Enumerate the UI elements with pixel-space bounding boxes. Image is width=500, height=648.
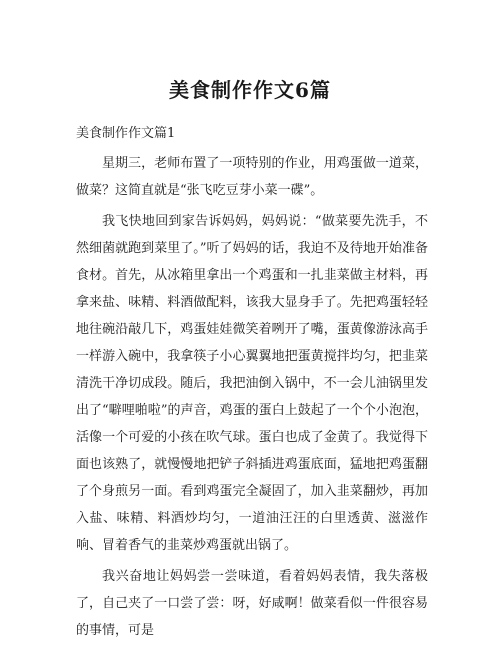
document-body (76, 124, 428, 648)
section-heading: 美食制作作文篇1 (76, 126, 176, 141)
paragraph: 星期三，老师布置了一项特别的作业，用鸡蛋做一道菜，做菜？这简直就是“张飞吃豆芽小菜一碟”。 (76, 156, 428, 198)
paragraph: 我兴奋地让妈妈尝一尝味道，看着妈妈表情，我失落极了，自己夹了一口尝了尝：呀，好咸啊！做菜看似一件很容易的事情，可是 (76, 569, 428, 638)
paragraph: 我飞快地回到家告诉妈妈，妈妈说：“做菜要先洗手，不然细菌就跑到菜里了。”听了妈妈的话，我迫不及待地开始准备食材。首先，从冰箱里拿出一个鸡蛋和一扎韭菜做主材料，再拿来盐、味精、料酒做配料，该我大显身手了。先把鸡蛋轻轻地往碗沿敲几下，鸡蛋娃娃微笑着咧开了嘴，蛋黄像游泳高手一样游入碗中，我拿筷子小心翼翼地把蛋黄搅拌均匀，把韭菜清洗干净切成段。随后，我把油倒入锅中，不一会儿油锅里发出了“噼哩啪啦”的声音，鸡蛋的蛋白上鼓起了一个个小泡泡，活像一个可爱的小孩在吹气球。蛋白也成了金黄了。我觉得下面也该熟了，就慢慢地把铲子斜插进鸡蛋底面，猛地把鸡蛋翻了个身煎另一面。看到鸡蛋完全凝固了，加入韭菜翻炒，再加入盐、味精、料酒炒均匀，一道油汪汪的白里透黄、滋滋作响、冒着香气的韭菜炒鸡蛋就出锅了。 (76, 214, 428, 553)
document-title: 美食制作作文6篇 (169, 78, 331, 102)
